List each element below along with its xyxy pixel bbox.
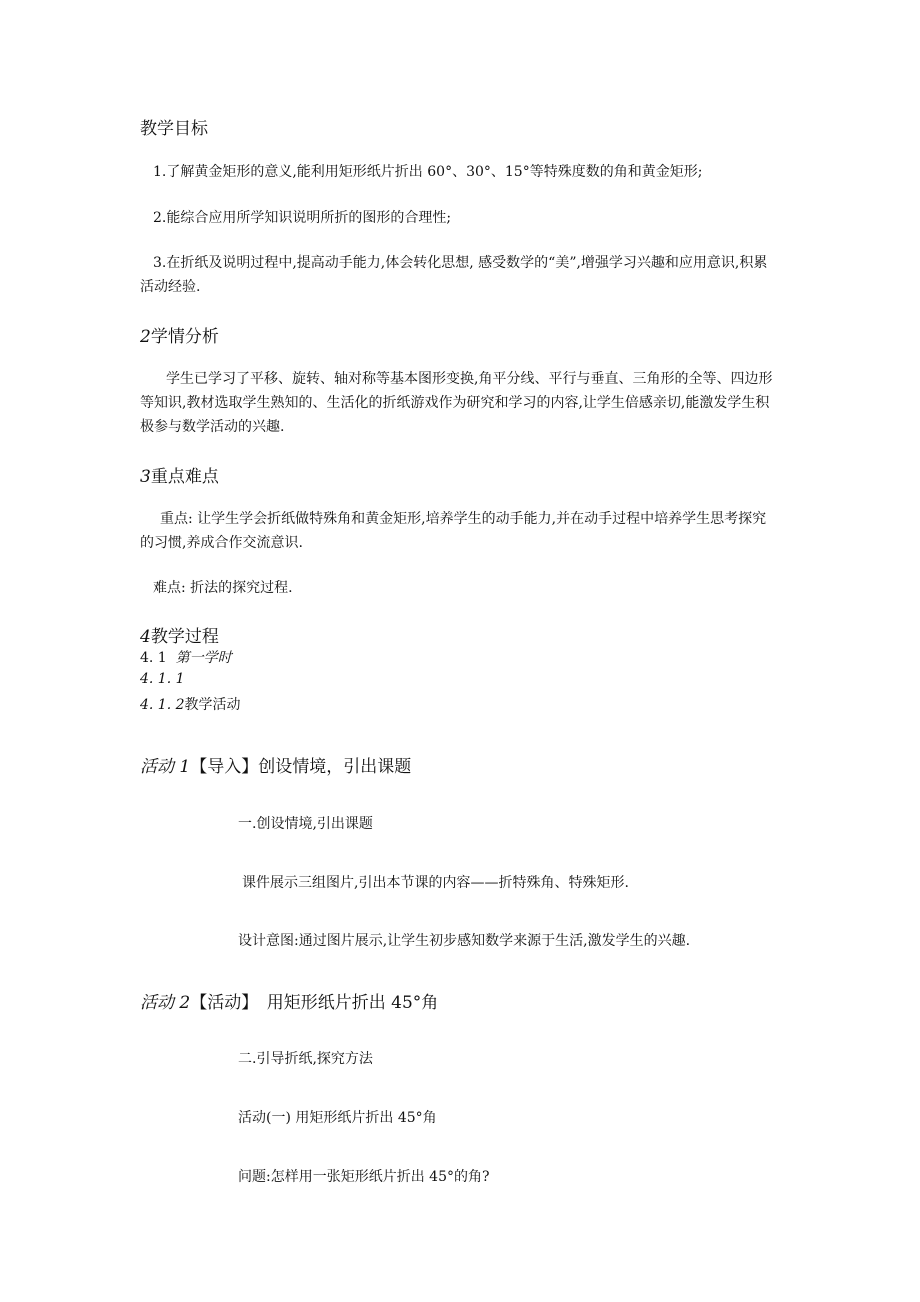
activity-1-line-1: 一.创设情境,引出课题: [238, 816, 373, 832]
heading-number: 4: [140, 627, 151, 647]
key-point-paragraph: 重点: 让学生学会折纸做特殊角和黄金矩形,培养学生的动手能力,并在动手过程中培养学生思考探究的习惯,养成合作交流意识.: [140, 511, 767, 551]
activity-1-line-2: 课件展示三组图片,引出本节课的内容——折特殊角、特殊矩形.: [242, 875, 629, 891]
activity-title: 【活动】 用矩形纸片折出 45°角: [190, 993, 439, 1013]
heading-text: 教学过程: [150, 627, 219, 647]
heading-number: 3: [140, 467, 151, 487]
activity-2-line-1: 二.引导折纸,探究方法: [238, 1051, 373, 1067]
heading-key-points: [140, 462, 219, 487]
activity-2-line-2: 活动(一) 用矩形纸片折出 45°角: [238, 1110, 437, 1126]
difficulty-paragraph: 难点: 折法的探究过程.: [153, 580, 293, 596]
section-title: 第一学时: [175, 650, 232, 666]
activity-2-heading: [140, 988, 438, 1013]
heading-text: 学情分析: [150, 327, 219, 347]
learner-analysis-paragraph: 学生已学习了平移、旋转、轴对称等基本图形变换,角平分线、平行与垂直、三角形的全等、四边形等知识,教材选取学生熟知的、生活化的折纸游戏作为研究和学习的内容,让学生倍感亲切,能激发学生积极参与数学活动的兴趣.: [140, 371, 773, 435]
section-title: 教学活动: [184, 697, 241, 713]
heading-learner-analysis: [140, 322, 219, 347]
activity-1-line-3: 设计意图:通过图片展示,让学生初步感知数学来源于生活,激发学生的兴趣.: [238, 933, 691, 949]
activity-2-line-3: 问题:怎样用一张矩形纸片折出 45°的角?: [238, 1169, 490, 1185]
goal-2: 2.能综合应用所学知识说明所折的图形的合理性;: [153, 210, 452, 226]
heading-teaching-goals: 教学目标: [140, 119, 208, 139]
section-4-1-2: [140, 694, 241, 714]
activity-1-heading: [140, 752, 411, 777]
activity-prefix: 活动 2: [140, 993, 191, 1013]
activity-title: 【导入】创设情境，引出课题: [190, 757, 412, 777]
section-4-1: [140, 647, 232, 667]
goal-3: 3.在折纸及说明过程中,提高动手能力,体会转化思想, 感受数学的“美”,增强学习兴趣和应用意识,积累活动经验.: [140, 255, 768, 295]
heading-text: 重点难点: [150, 467, 219, 487]
goal-1: 1.了解黄金矩形的意义,能利用矩形纸片折出 60°、30°、15°等特殊度数的角和黄金矩形;: [153, 164, 703, 180]
heading-number: 2: [140, 327, 151, 347]
section-4-1-1: 4. 1. 1: [140, 671, 185, 687]
section-number: 4. 1. 2: [140, 697, 185, 713]
heading-teaching-process: [140, 622, 219, 647]
section-number: 4. 1: [140, 650, 167, 666]
activity-prefix: 活动 1: [140, 757, 191, 777]
